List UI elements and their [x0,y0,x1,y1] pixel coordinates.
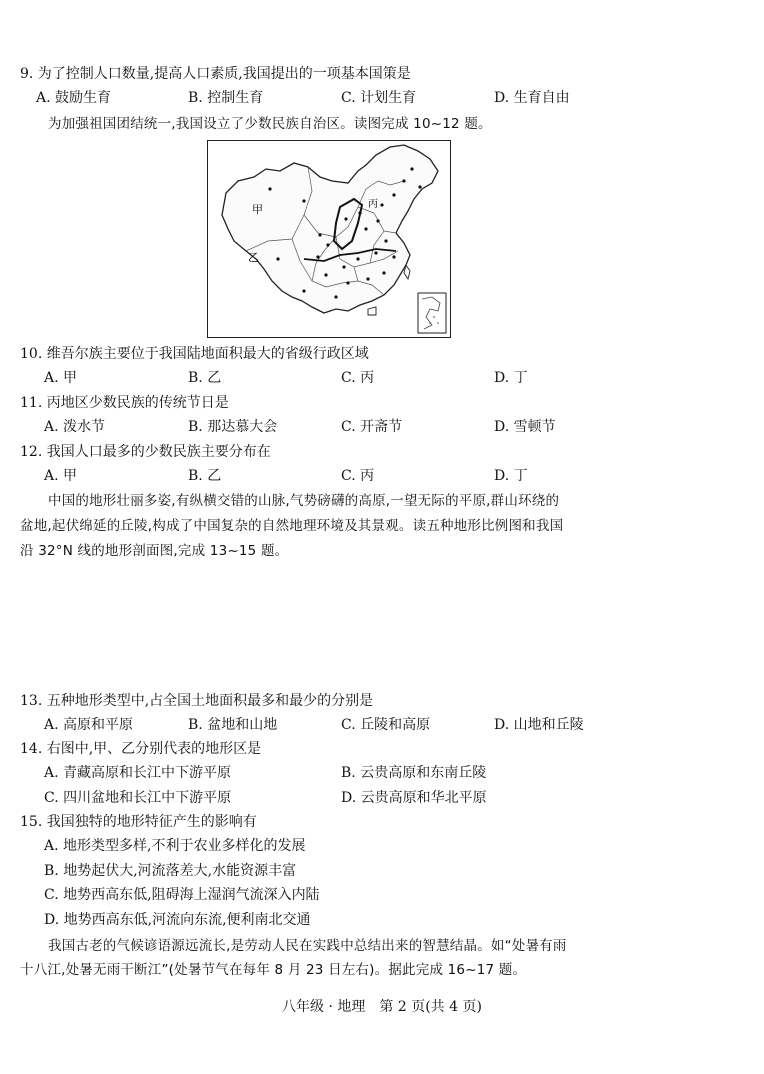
intro-13-15-line3: 沿 32°N 线的地形剖面图,完成 13~15 题。 [20,543,289,559]
q13-option-c: C. 丘陵和高原 [341,717,431,733]
q11-option-c: C. 开斋节 [341,419,403,435]
china-map-svg [208,141,450,337]
q9-option-d: D. 生育自由 [494,90,570,106]
q15-option-b: B. 地势起伏大,河流落差大,水能资源丰富 [44,863,297,879]
q14-option-b: B. 云贵高原和东南丘陵 [341,765,487,781]
q10-option-a: A. 甲 [44,370,78,386]
intro-13-15-line1: 中国的地形壮丽多姿,有纵横交错的山脉,气势磅礴的高原,一望无际的平原,群山环绕的 [48,493,560,509]
q15-stem: 15. 我国独特的地形特征产生的影响有 [20,814,257,830]
q10-stem: 10. 维吾尔族主要位于我国陆地面积最大的省级行政区域 [20,346,369,362]
map-label-bing: 丙 [368,199,378,210]
q10-option-c: C. 丙 [341,370,375,386]
q12-option-b: B. 乙 [188,468,222,484]
q14-option-a: A. 青藏高原和长江中下游平原 [44,765,232,781]
q14-option-d: D. 云贵高原和华北平原 [341,790,487,806]
q10-option-d: D. 丁 [494,370,528,386]
q14-stem: 14. 右图中,甲、乙分别代表的地形区是 [20,741,262,757]
q11-stem: 11. 丙地区少数民族的传统节日是 [20,395,229,411]
intro-16-17-line1: 我国古老的气候谚语源远流长,是劳动人民在实践中总结出来的智慧结晶。如“处暑有雨 [48,938,567,954]
map-label-jia: 甲 [252,203,263,216]
q12-option-c: C. 丙 [341,468,375,484]
q9-stem: 9. 为了控制人口数量,提高人口素质,我国提出的一项基本国策是 [20,66,411,82]
q12-stem: 12. 我国人口最多的少数民族主要分布在 [20,444,271,460]
q9-option-c: C. 计划生育 [341,90,417,106]
intro-16-17-line2: 十八江,处暑无雨干断江”(处暑节气在每年 8 月 23 日左右)。据此完成 16~17 题。 [20,962,527,978]
map-label-yi: 乙 [248,251,259,264]
intro-10-12: 为加强祖国团结统一,我国设立了少数民族自治区。读图完成 10~12 题。 [48,116,492,132]
q13-option-b: B. 盆地和山地 [188,717,278,733]
q12-option-a: A. 甲 [44,468,78,484]
q15-option-a: A. 地形类型多样,不利于农业多样化的发展 [44,838,306,854]
q15-option-c: C. 地势西高东低,阻碍海上湿润气流深入内陆 [44,887,320,903]
q14-option-c: C. 四川盆地和长江中下游平原 [44,790,232,806]
q13-stem: 13. 五种地形类型中,占全国土地面积最多和最少的分别是 [20,693,374,709]
q11-option-a: A. 泼水节 [44,419,106,435]
page-footer: 八年级 · 地理 第 2 页(共 4 页) [282,999,482,1015]
q13-option-a: A. 高原和平原 [44,717,134,733]
q11-option-d: D. 雪顿节 [494,419,556,435]
intro-13-15-line2: 盆地,起伏绵延的丘陵,构成了中国复杂的自然地理环境及其景观。读五种地形比例图和我国 [20,518,564,534]
china-map-figure [207,140,451,338]
q12-option-d: D. 丁 [494,468,528,484]
china-outline [222,145,438,313]
q9-option-b: B. 控制生育 [188,90,264,106]
q15-option-d: D. 地势西高东低,河流向东流,便利南北交通 [44,912,311,928]
q13-option-d: D. 山地和丘陵 [494,717,584,733]
q10-option-b: B. 乙 [188,370,222,386]
q11-option-b: B. 那达慕大会 [188,419,278,435]
q9-option-a: A. 鼓励生育 [36,90,112,106]
